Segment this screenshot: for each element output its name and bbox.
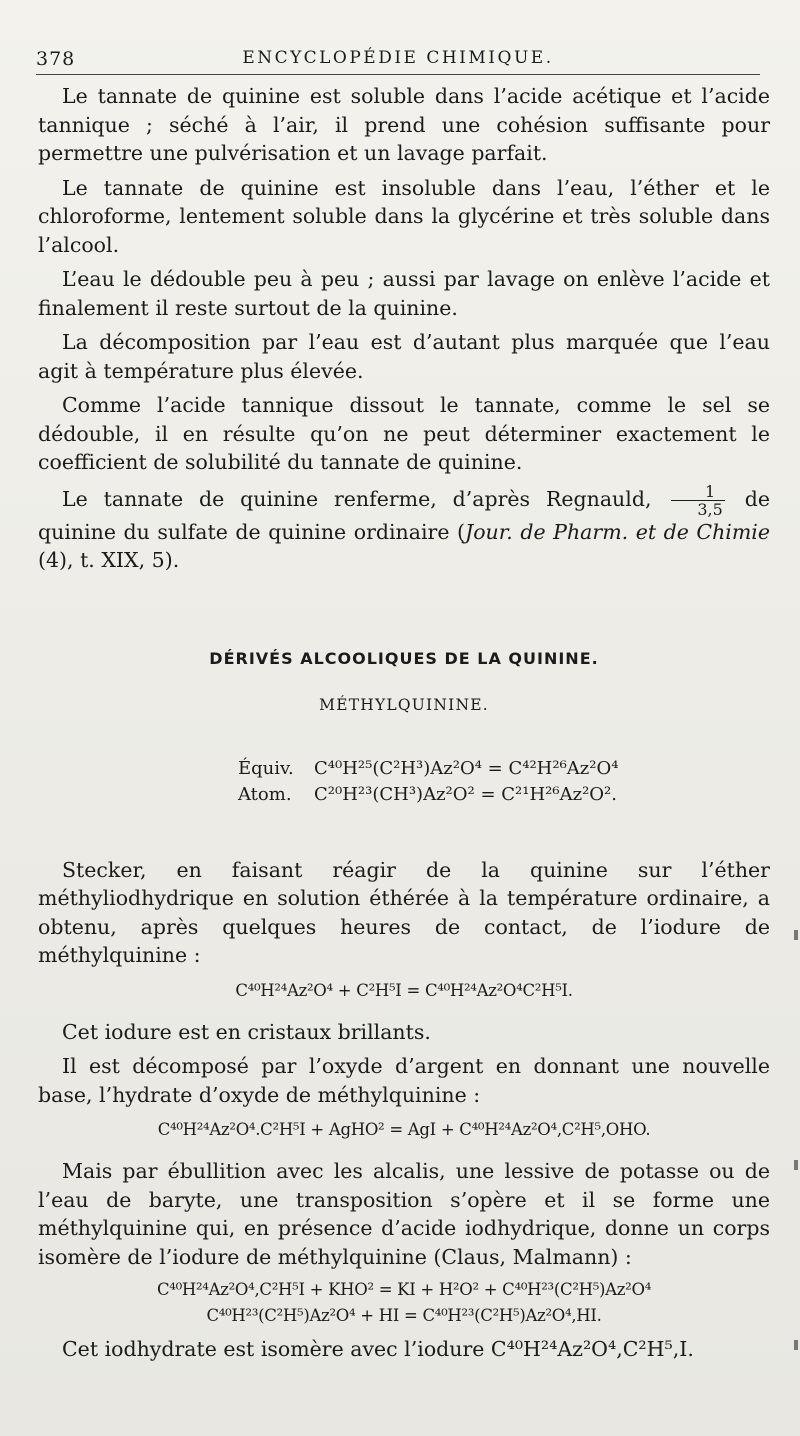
reaction-3: C⁴⁰H²⁴Az²O⁴,C²H⁵I + KHO² = KI + H²O² + C⁴⁰H²³(C²H⁵)Az²O⁴ <box>156 1280 652 1299</box>
paragraph-1: Le tannate de quinine est soluble dans l’acide acétique et l’acide tannique ; séché à l’air, il prend une cohésion suffisante pour permettre une pulvérisation et un lavage parfait. <box>38 84 770 165</box>
equiv-row <box>38 756 770 782</box>
paragraph-3: L’eau le dédouble peu à peu ; aussi par lavage on enlève l’acide et finalement il reste surtout de la quinine. <box>38 267 770 320</box>
paragraph-6 <box>38 483 770 575</box>
paragraph-2: Le tannate de quinine est insoluble dans l’eau, l’éther et le chloroforme, lentement soluble dans la glycérine et très soluble dans l’alcool. <box>38 175 770 257</box>
equiv-label: Équiv. <box>238 757 294 779</box>
subsection-title: MÉTHYLQUININE. <box>319 695 489 714</box>
running-title: ENCYCLOPÉDIE CHIMIQUE. <box>242 48 554 68</box>
paragraph-10: Mais par ébullition avec les alcalis, une lessive de potasse ou de l’eau de baryte, une transposition s’opère et il se forme une méthylquinine qui, en présence d’acide iodhydrique, donne un corps isomère de l’iodure de méthylquinine (Claus, Malmann) : <box>38 1159 770 1269</box>
paragraph-7: Stecker, en faisant réagir de la quinine sur l’éther méthyliodhydrique en solution éthérée à la température ordinaire, a obtenu, après quelques heures de contact, de l’iodure de méthylquinine : <box>38 857 770 967</box>
page-body <box>38 82 770 1370</box>
paragraph-9: Il est décomposé par l’oxyde d’argent en donnant une nouvelle base, l’hydrate d’oxyde de méthylquinine : <box>38 1054 770 1107</box>
paragraph-6-text-b: de quinine du sulfate de quinine ordinaire ( <box>38 486 770 544</box>
fraction-numerator: 1 <box>671 483 724 501</box>
journal-title: Jour. de Pharm. et de Chimie <box>465 519 770 544</box>
paragraph-5: Comme l’acide tannique dissout le tannate, comme le sel se dédouble, il en résulte qu’on ne peut déterminer exactement le coefficient de solubilité du tannate de quinine. <box>38 393 770 474</box>
atom-formula: C²⁰H²³(CH³)Az²O² = C²¹H²⁶Az²O². <box>314 783 617 805</box>
paragraph-6-text-a: Le tannate de quinine renferme, d’après Regnauld, <box>62 486 652 511</box>
paragraph-4: La décomposition par l’eau est d’autant plus marquée que l’eau agit à température plus élevée. <box>38 330 770 383</box>
page-number: 378 <box>36 48 76 70</box>
equiv-formula: C⁴⁰H²⁵(C²H³)Az²O⁴ = C⁴²H²⁶Az²O⁴ <box>314 757 619 779</box>
section-title: DÉRIVÉS ALCOOLIQUES DE LA QUININE. <box>209 648 599 668</box>
paragraph-8: Cet iodure est en cristaux brillants. <box>62 1019 431 1044</box>
reaction-2: C⁴⁰H²⁴Az²O⁴.C²H⁵I + AgHO² = AgI + C⁴⁰H²⁴Az²O⁴,C²H⁵,OHO. <box>157 1120 651 1139</box>
atom-row <box>38 782 770 808</box>
page-header <box>36 48 760 72</box>
reaction-4: C⁴⁰H²³(C²H⁵)Az²O⁴ + HI = C⁴⁰H²³(C²H⁵)Az²O⁴,HI. <box>206 1306 602 1325</box>
fraction <box>671 483 724 518</box>
header-rule <box>36 74 760 75</box>
reaction-1: C⁴⁰H²⁴Az²O⁴ + C²H⁵I = C⁴⁰H²⁴Az²O⁴C²H⁵I. <box>235 980 573 1000</box>
journal-reference: (4), t. XIX, 5). <box>38 548 180 572</box>
fraction-denominator: 3,5 <box>697 499 723 519</box>
atom-label: Atom. <box>238 783 292 805</box>
page-edge-mark <box>794 1340 798 1350</box>
page-edge-mark <box>794 1160 798 1170</box>
paragraph-11: Cet iodhydrate est isomère avec l’iodure C⁴⁰H²⁴Az²O⁴,C²H⁵,I. <box>62 1337 694 1361</box>
page-edge-mark <box>794 930 798 940</box>
formula-block <box>38 756 770 808</box>
